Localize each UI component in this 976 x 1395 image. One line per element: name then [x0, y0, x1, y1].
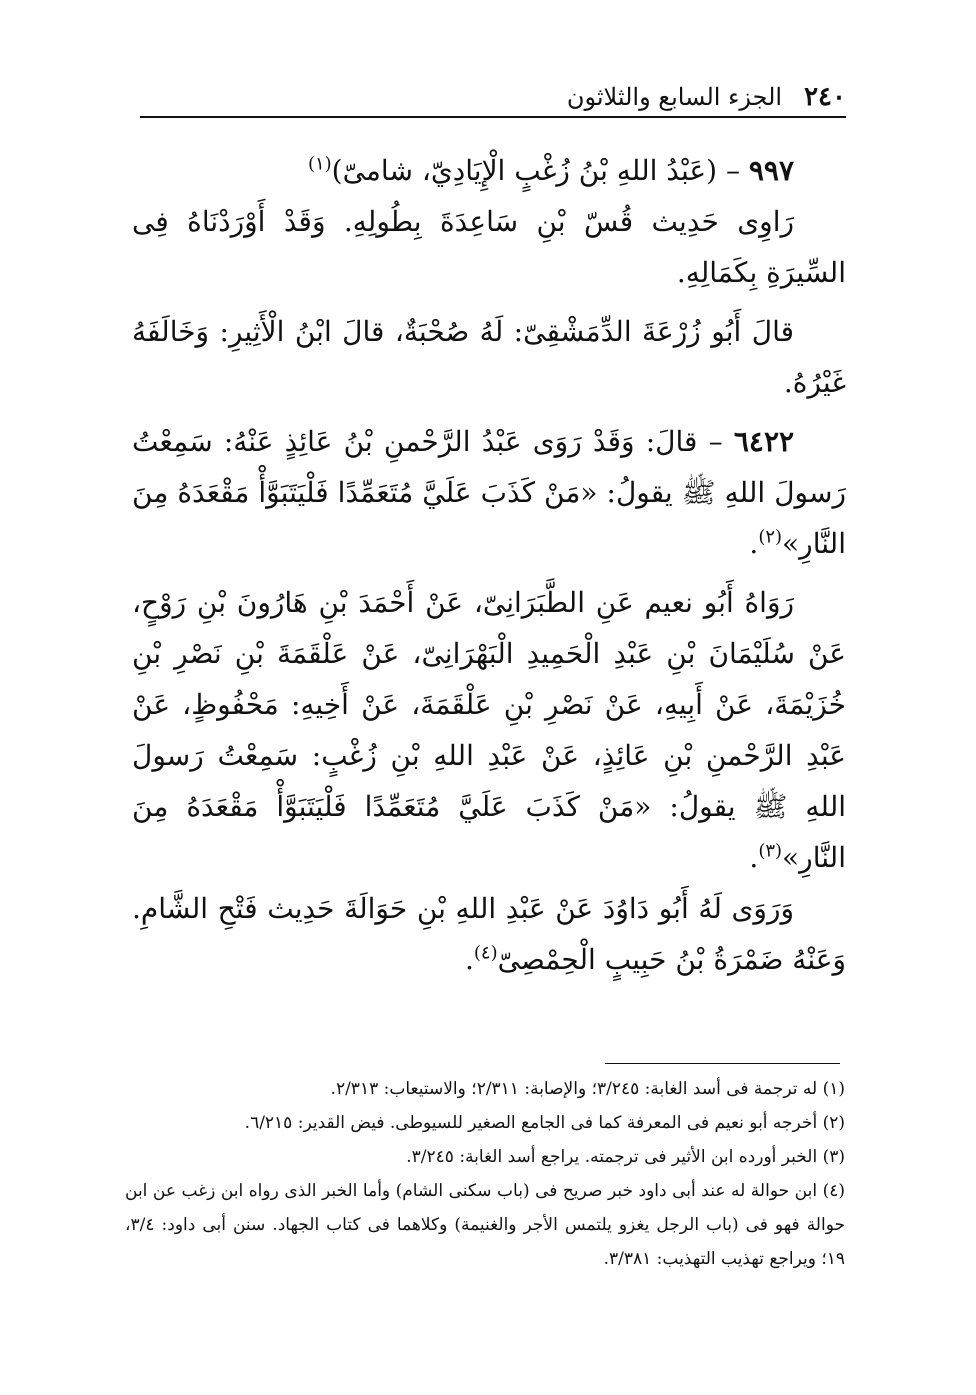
footnote-1 [125, 1072, 845, 1106]
main-text [132, 145, 846, 985]
footnote-2 [125, 1106, 845, 1140]
end-mark: . [464, 943, 474, 976]
footnote-divider [605, 1063, 840, 1064]
footnote-number: (١) [822, 1079, 845, 1099]
entry-997-heading [132, 145, 846, 196]
entry-number: ٩٩٧ [748, 154, 794, 187]
end-mark: . [749, 527, 759, 560]
entry-heading: – (عَبْدُ اللهِ بْنُ زُغْبٍ الْإِيَادِيّ، شامىّ) [331, 154, 740, 187]
paragraph-abu-dawud [132, 883, 846, 985]
header-title: الجزء السابع والثلاثون [566, 83, 783, 111]
entry-number: ٦٤٢٢ [733, 425, 795, 458]
entry-997-line-2: قالَ أَبُو زُرْعَةَ الدِّمَشْقِىّ: لَهُ صُحْبَةٌ، قالَ ابْنُ الْأَثِيرِ: وَخَالَفَهُ غَيْرُهُ. [132, 315, 846, 399]
paragraph-text: رَوَاهُ أَبُو نعيم عَنِ الطَّبَرَانِىّ، عَنْ أَحْمَدَ بْنِ هَارُونَ بْنِ رَوْحٍ، عَنْ سُلَيْمَانَ بْنِ عَبْدِ الْحَمِيدِ الْبَهْرَانِىّ، عَنْ عَلْقَمَةَ بْنِ نَصْرِ بْنِ خُزَيْمَةَ، عَنْ أَبِيهِ، عَنْ نَصْرِ بْنِ عَلْقَمَةَ، عَنْ أَخِيهِ: مَحْفُوظٍ، عَنْ عَبْدِ الرَّحْمنِ بْنِ عَائِذٍ، عَنْ عَبْدِ اللهِ بْنِ زُغْبٍ: سَمِعْتُ رَسولَ اللهِ ﷺ يقولُ: «مَنْ كَذَبَ عَلَيَّ مُتَعَمِّدًا فَلْيَتَبَوَّأْ مَقْعَدَهُ مِنَ النَّارِ» [132, 586, 846, 874]
footnote-ref: (٤) [473, 942, 498, 964]
footnote-text: له ترجمة فى أسد الغابة: ٣/٢٤٥؛ والإصابة: ٢/٣١١؛ والاستيعاب: ٢/٣١٣. [330, 1079, 818, 1099]
paragraph-isnad [132, 577, 846, 883]
footnote-number: (٤) [822, 1181, 845, 1201]
footnote-text: أخرجه أبو نعيم فى المعرفة كما فى الجامع الصغير للسيوطى. فيض القدير: ٦/٢١٥. [244, 1113, 818, 1133]
footnote-3 [125, 1140, 845, 1174]
page-number: ٢٤٠ [804, 82, 846, 112]
entry-6422 [132, 416, 846, 569]
footnote-ref: (٣) [758, 840, 783, 862]
running-header [140, 84, 846, 118]
end-mark: . [749, 841, 759, 874]
entry-text: – قالَ: وَقَدْ رَوَى عَبْدُ الرَّحْمنِ بْنُ عَائِذٍ عَنْهُ: سَمِعْتُ رَسولَ اللهِ ﷺ يقولُ: «مَنْ كَذَبَ عَلَيَّ مُتَعَمِّدًا فَلْيَتَبَوَّأْ مَقْعَدَهُ مِنَ النَّارِ» [132, 425, 846, 560]
footnotes [125, 1072, 845, 1276]
footnote-ref: (٢) [758, 526, 783, 548]
footnote-text: الخبر أورده ابن الأثير فى ترجمته. يراجع أسد الغابة: ٣/٢٤٥. [406, 1147, 818, 1167]
footnote-number: (٣) [822, 1147, 845, 1167]
footnote-number: (٢) [822, 1113, 845, 1133]
paragraph-text: وَرَوَى لَهُ أَبُو دَاوُدَ عَنْ عَبْدِ اللهِ بْنِ حَوَالَةَ حَدِيث فَتْحِ الشَّامِ. وَعَنْهُ ضَمْرَةُ بْنُ حَبِيبٍ الْحِمْصِىّ [132, 892, 846, 976]
footnote-ref: (١) [307, 153, 332, 175]
footnote-4 [125, 1174, 845, 1276]
footnote-text: ابن حوالة له عند أبى داود خبر صريح فى (باب سكنى الشام) وأما الخبر الذى رواه ابن زغب عن ابن حوالة فهو فى (باب الرجل يغزو يلتمس الأجر والغنيمة) وكلاهما فى كتاب الجهاد. سنن أبى داود: ٣/٤، ١٩؛ ويراجع تهذيب التهذيب: ٣/٣٨١. [125, 1181, 845, 1269]
entry-997-line-1: رَاوِى حَدِيث قُسّ بْنِ سَاعِدَةَ بِطُولِهِ. وَقَدْ أَوْرَدْنَاهُ فِى السِّيرَةِ بِكَمَالِهِ. [132, 205, 846, 289]
